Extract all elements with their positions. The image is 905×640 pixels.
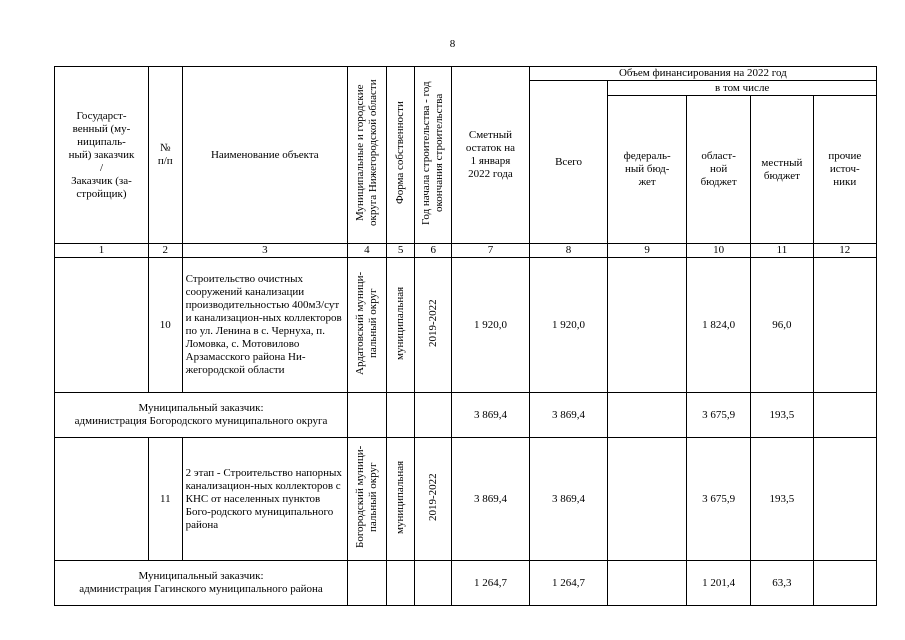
column-number: 1 xyxy=(55,244,149,258)
regional-cell: 3 675,9 xyxy=(686,393,750,438)
years-cell xyxy=(415,561,452,606)
years-cell xyxy=(415,393,452,438)
column-number: 5 xyxy=(386,244,415,258)
column-number: 10 xyxy=(686,244,750,258)
header-total: Всего xyxy=(529,81,608,244)
header-federal: федераль- ный бюд- жет xyxy=(608,96,687,244)
local-cell: 96,0 xyxy=(751,258,813,393)
other-cell xyxy=(813,258,876,393)
federal-cell xyxy=(608,258,687,393)
column-number: 11 xyxy=(751,244,813,258)
regional-cell: 1 201,4 xyxy=(686,561,750,606)
municipal-cell xyxy=(348,561,387,606)
object-name: Строительство очистных сооружений канализации производительностью 400м3/сут и канализацион-ных коллекторов по ул. Ленина в с. Чернуха, п. Ломовка, с. Мотовилово Арзамасского района Ни-жегородской области xyxy=(182,258,347,393)
header-ownership: Форма собственности xyxy=(386,67,415,244)
total-cell: 1 264,7 xyxy=(529,561,608,606)
header-including: в том числе xyxy=(608,81,877,96)
header-regional: област- ной бюджет xyxy=(686,96,750,244)
page-number: 8 xyxy=(449,38,456,50)
years-cell: 2019-2022 xyxy=(415,258,452,393)
customer-label: Муниципальный заказчик: администрация Богородского муниципального округа xyxy=(55,393,348,438)
table-row xyxy=(55,438,877,561)
federal-cell xyxy=(608,561,687,606)
ownership-cell xyxy=(386,393,415,438)
municipal-cell xyxy=(348,393,387,438)
ownership-cell xyxy=(386,561,415,606)
ownership-cell: муниципальная xyxy=(386,438,415,561)
balance-cell: 1 920,0 xyxy=(452,258,530,393)
municipal-cell: Ардатовский муници-пальный округ xyxy=(348,258,387,393)
header-local: местный бюджет xyxy=(751,96,813,244)
total-cell: 3 869,4 xyxy=(529,438,608,561)
balance-cell: 1 264,7 xyxy=(452,561,530,606)
total-cell: 3 869,4 xyxy=(529,393,608,438)
total-cell: 1 920,0 xyxy=(529,258,608,393)
federal-cell xyxy=(608,438,687,561)
header-other: прочие источ- ники xyxy=(813,96,876,244)
customer-cell xyxy=(55,438,149,561)
financing-table xyxy=(54,66,877,606)
column-number: 6 xyxy=(415,244,452,258)
municipal-cell: Богородский муници-пальный округ xyxy=(348,438,387,561)
header-years: Год начала строительства - год окончания строительства xyxy=(415,67,452,244)
balance-cell: 3 869,4 xyxy=(452,393,530,438)
column-number: 12 xyxy=(813,244,876,258)
federal-cell xyxy=(608,393,687,438)
column-number-row xyxy=(55,244,877,258)
years-cell: 2019-2022 xyxy=(415,438,452,561)
ownership-cell: муниципальная xyxy=(386,258,415,393)
other-cell xyxy=(813,393,876,438)
regional-cell: 3 675,9 xyxy=(686,438,750,561)
other-cell xyxy=(813,438,876,561)
customer-row xyxy=(55,561,877,606)
balance-cell: 3 869,4 xyxy=(452,438,530,561)
column-number: 2 xyxy=(148,244,182,258)
column-number: 8 xyxy=(529,244,608,258)
column-number: 7 xyxy=(452,244,530,258)
local-cell: 63,3 xyxy=(751,561,813,606)
header-financing-group: Объем финансирования на 2022 год xyxy=(529,67,876,81)
customer-row xyxy=(55,393,877,438)
customer-cell xyxy=(55,258,149,393)
row-number: 10 xyxy=(148,258,182,393)
header-estimate-balance: Сметный остаток на 1 января 2022 года xyxy=(452,67,530,244)
header-num: № п/п xyxy=(148,67,182,244)
column-number: 3 xyxy=(182,244,347,258)
customer-label: Муниципальный заказчик: администрация Гагинского муниципального района xyxy=(55,561,348,606)
object-name: 2 этап - Строительство напорных канализацион-ных коллекторов с КНС от населенных пунктов Бого-родского муниципального района xyxy=(182,438,347,561)
other-cell xyxy=(813,561,876,606)
table-row xyxy=(55,258,877,393)
column-number: 4 xyxy=(348,244,387,258)
header-object-name: Наименование объекта xyxy=(182,67,347,244)
header-customer: Государст- венный (му- ниципаль- ный) заказчик / Заказчик (за- стройщик) xyxy=(55,67,149,244)
regional-cell: 1 824,0 xyxy=(686,258,750,393)
column-number: 9 xyxy=(608,244,687,258)
header-municipal: Муниципальные и городские округа Нижегородской области xyxy=(348,67,387,244)
local-cell: 193,5 xyxy=(751,438,813,561)
row-number: 11 xyxy=(148,438,182,561)
local-cell: 193,5 xyxy=(751,393,813,438)
